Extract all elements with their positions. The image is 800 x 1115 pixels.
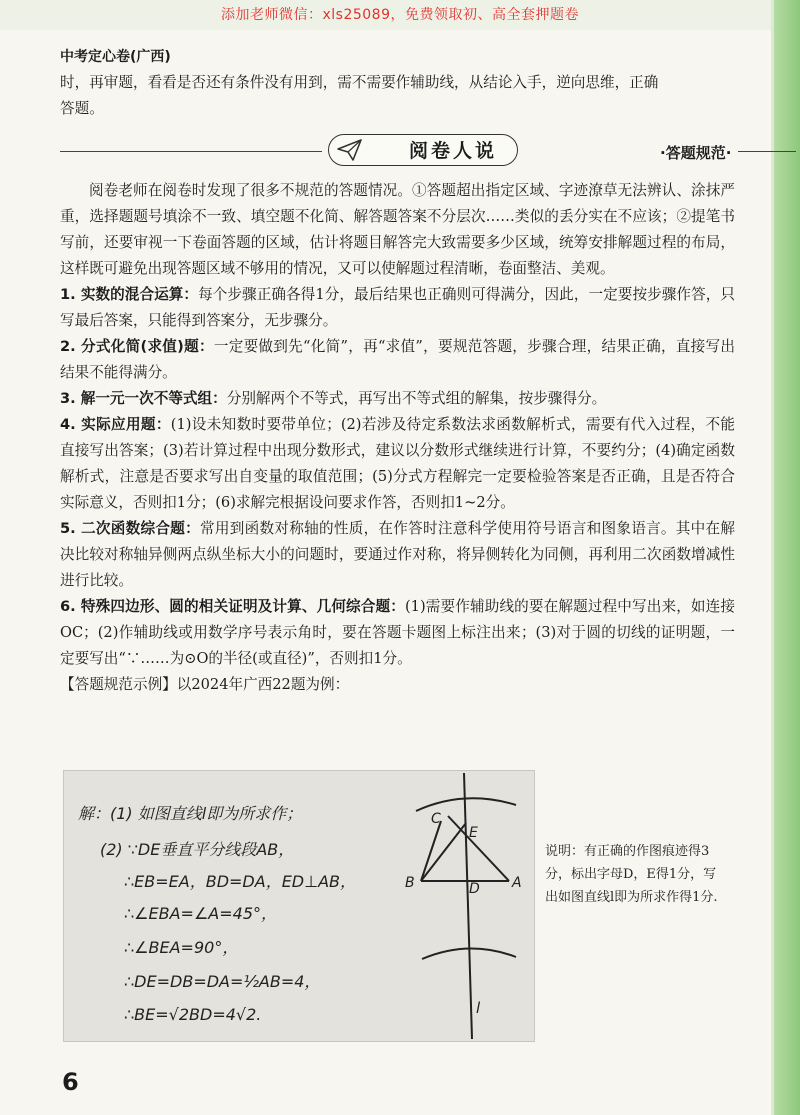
section-title-box — [328, 134, 518, 166]
perpendicular-bisector-l — [464, 773, 472, 1039]
rule-item-5-head: 5. 二次函数综合题： — [60, 520, 201, 537]
header-rule-left — [60, 151, 322, 152]
green-edge-bar — [774, 0, 800, 1115]
segment-ac — [448, 816, 509, 881]
intro-line-2: 答题。 — [60, 100, 104, 117]
rule-item-3 — [60, 386, 735, 412]
section-label: ·答题规范· — [660, 144, 732, 162]
page-content — [60, 70, 735, 698]
rule-item-2-text: 一定要做到先“化简”，再“求值”，要规范答题，步骤合理，结果正确，直接写出结果不能得满分。 — [60, 338, 735, 381]
rule-item-5-text: 常用到函数对称轴的性质，在作答时注意科学使用符号语言和图象语言。其中在解决比较对称轴异侧两点纵坐标大小的问题时，要通过作对称，将异侧转化为同侧，再利用二次函数增减性进行比较。 — [60, 520, 736, 589]
rule-item-1-head: 1. 实数的混合运算： — [60, 286, 199, 303]
handwriting-line-6: ∴DE=DB=DA=½AB=4， — [124, 972, 321, 991]
rule-item-5 — [60, 516, 735, 594]
handwriting-line-3: ∴EB=EA，BD=DA，ED⊥AB， — [124, 872, 356, 891]
intro-paragraph: 阅卷老师在阅卷时发现了很多不规范的答题情况。①答题超出指定区域、字迹潦草无法辨认、涂抹严重，选择题题号填涂不一致、填空题不化简、解答题答案不分层次……类似的丢分实在不应该；②提笔书写前，还要审视一下卷面答题的区域，估计将题目解答完大致需要多少区域，统筹安排解题过程的布局，这样既可避免出现答题区域不够用的情况，又可以使解题过程清晰，卷面整洁、美观。 — [60, 182, 735, 277]
rule-item-2 — [60, 334, 735, 386]
rule-item-6-text: (1)需要作辅助线的要在解题过程中写出来，如连接OC；(2)作辅助线或用数学序号表示角时，要在答题卡题图上标注出来；(3)对于圆的切线的证明题，一定要写出“∵……为⊙O的半径(或直径)”，否则扣1分。 — [60, 598, 735, 667]
rule-item-6 — [60, 594, 735, 672]
rule-item-1 — [60, 282, 735, 334]
rule-item-2-head: 2. 分式化简(求值)题： — [60, 338, 214, 355]
label-l: l — [476, 999, 481, 1017]
label-c: C — [431, 811, 441, 827]
watermark: 添加老师微信：xls25089，免费领取初、高全套押题卷 — [220, 7, 579, 23]
label-b: B — [405, 875, 415, 891]
rule-item-3-head: 3. 解一元一次不等式组： — [60, 390, 227, 407]
rule-item-6-head: 6. 特殊四边形、圆的相关证明及计算、几何综合题： — [60, 598, 405, 615]
section-title: 阅卷人说 — [408, 140, 497, 162]
rule-item-4-head: 4. 实际应用题： — [60, 416, 171, 433]
page-number: 6 — [62, 1068, 79, 1096]
figure-caption: 说明：有正确的作图痕迹得3分，标出字母D，E得1分，写出如图直线l即为所求作得1分. — [545, 844, 718, 905]
segment-bc — [421, 821, 441, 881]
handwriting-line-5: ∴∠BEA=90°， — [124, 938, 239, 957]
segment-be — [421, 823, 466, 881]
geometry-construction — [64, 771, 534, 1041]
section-header — [60, 134, 735, 168]
handwriting-line-7: ∴BE=√2BD=4√2. — [124, 1005, 262, 1024]
example-title: 【答题规范示例】以2024年广西22题为例： — [60, 676, 350, 693]
handwriting-line-2: (2) ∵DE垂直平分线段AB， — [100, 840, 295, 859]
handwriting-line-1: 解：(1) 如图直线l即为所求作； — [78, 804, 303, 823]
intro-line-1: 时，再审题，看看是否还有条件没有用到，需不需要作辅助线，从结论入手，逆向思维，正确 — [60, 74, 659, 91]
running-head: 中考定心卷(广西) — [60, 49, 171, 65]
label-a: A — [512, 875, 522, 891]
rule-item-4 — [60, 412, 735, 516]
rule-item-4-text: (1)设未知数时要带单位；(2)若涉及待定系数法求函数解析式，需要有代入过程，不能直接写出答案；(3)若计算过程中出现分数形式，建议以分数形式继续进行计算，不要约分；(4)确定函数解析式，注意是否要求写出自变量的取值范围；(5)分式方程解完一定要检验答案是否正确，且是否符合实际意义，否则扣1分；(6)求解完根据设问要求作答，否则扣1~2分。 — [60, 416, 735, 511]
handwritten-answer-photo — [63, 770, 535, 1042]
label-d: D — [469, 881, 480, 897]
rule-item-3-text: 分别解两个不等式，再写出不等式组的解集，按步骤得分。 — [226, 390, 607, 407]
rule-item-1-text: 每个步骤正确各得1分，最后结果也正确则可得满分，因此，一定要按步骤作答，只写最后答案，只能得到答案分，无步骤分。 — [60, 286, 735, 329]
paper-plane-icon — [335, 137, 365, 163]
header-rule-right — [738, 151, 796, 152]
label-e: E — [469, 825, 478, 841]
handwriting-line-4: ∴∠EBA=∠A=45°， — [124, 904, 278, 923]
